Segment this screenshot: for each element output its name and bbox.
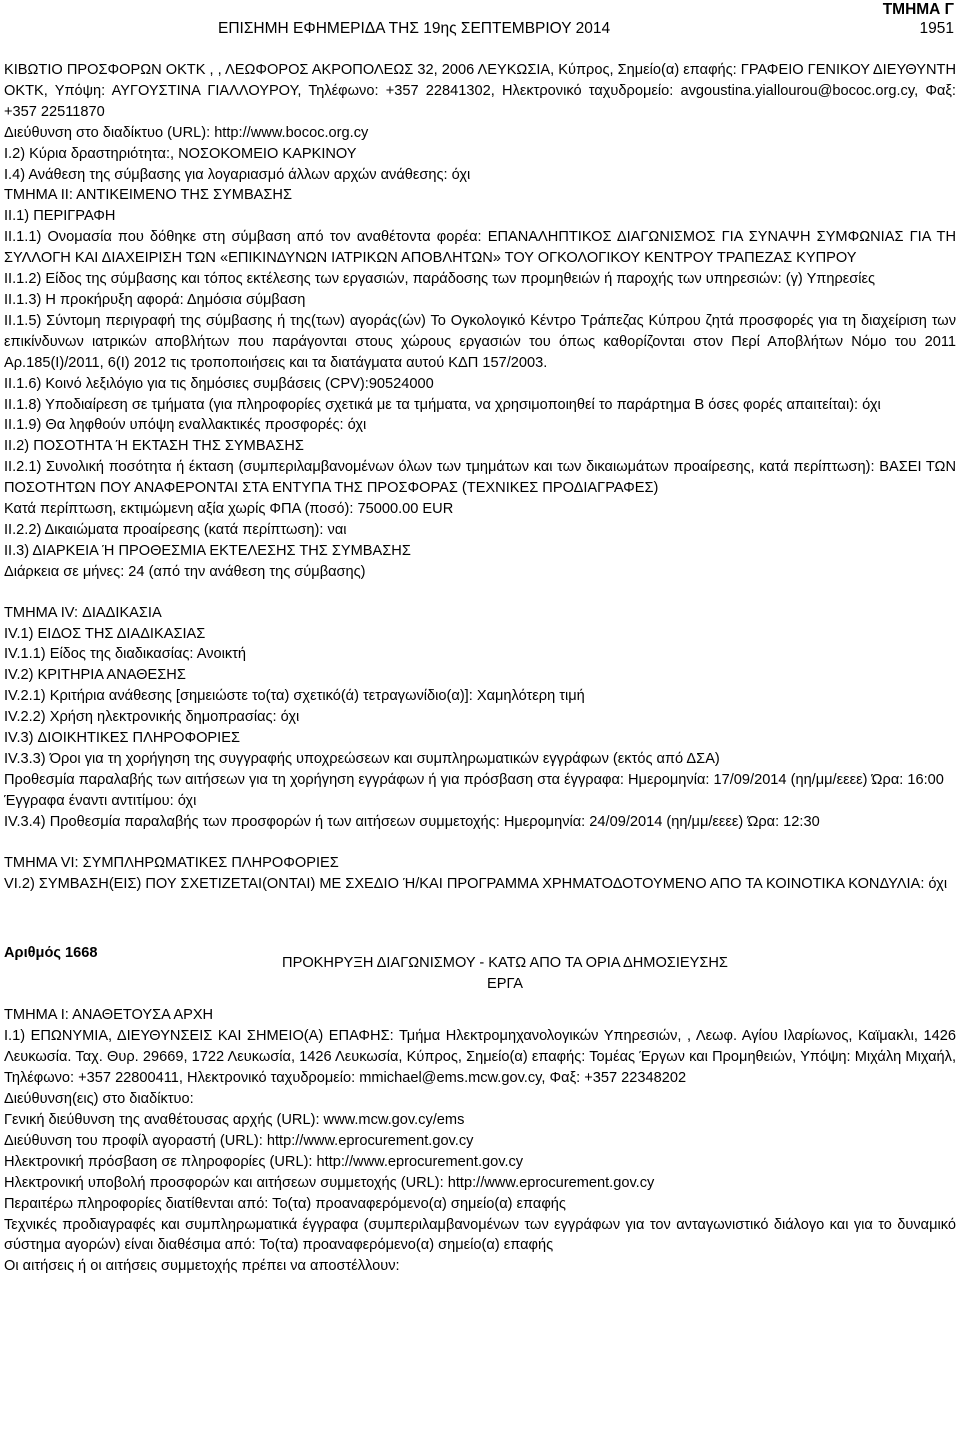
paragraph: Ηλεκτρονική πρόσβαση σε πληροφορίες (URL): http://www.eprocurement.gov.cy bbox=[4, 1153, 524, 1170]
paragraph: ΙΙ.1) ΠΕΡΙΓΡΑΦΗ bbox=[4, 208, 116, 225]
spacer bbox=[4, 894, 956, 937]
paragraph: Περαιτέρω πληροφορίες διατίθενται από: Το(τα) προαναφερόμενο(α) σημείο(α) επαφής bbox=[4, 1195, 566, 1212]
notice-title bbox=[4, 953, 956, 995]
notice-header bbox=[4, 943, 956, 993]
paragraph: Τεχνικές προδιαγραφές και συμπληρωματικά έγγραφα (συμπεριλαμβανομένων των εγγράφων για τον ανταγωνιστικό διάλογο και για το δυναμικό σύστημα αγορών) είναι διαθέσιμα από: Το(τα) προαναφερόμενο(α) σημείο(α) επαφής bbox=[4, 1216, 956, 1254]
paragraph: IV.3.4) Προθεσμία παραλαβής των προσφορών ή των αιτήσεων συμμετοχής: Ημερομηνία: 24/09/2014 (ηη/μμ/εεεε) Ώρα: 12:30 bbox=[4, 813, 820, 830]
document-body bbox=[4, 60, 956, 1277]
paragraph: Διεύθυνση στο διαδίκτυο (URL): http://www.bococ.org.cy bbox=[4, 124, 369, 141]
additional-info-section bbox=[4, 853, 956, 895]
paragraph: Οι αιτήσεις ή οι αιτήσεις συμμετοχής πρέπει να αποστέλλουν: bbox=[4, 1258, 400, 1275]
paragraph: Προθεσμία παραλαβής των αιτήσεων για τη χορήγηση εγγράφων ή για πρόσβαση στα έγγραφα: Ημερομηνία: 17/09/2014 (ηη/μμ/εεεε) Ώρα: 16:00 bbox=[4, 771, 944, 788]
paragraph: ΙΙ.2) ΠΟΣΟΤΗΤΑ Ή ΕΚΤΑΣΗ ΤΗΣ ΣΥΜΒΑΣΗΣ bbox=[4, 438, 304, 455]
paragraph: ΙΙ.2.2) Δικαιώματα προαίρεσης (κατά περίπτωση): ναι bbox=[4, 521, 347, 538]
paragraph: IV.2) ΚΡΙΤΗΡΙΑ ΑΝΑΘΕΣΗΣ bbox=[4, 667, 186, 684]
paragraph: Ι.4) Ανάθεση της σύμβασης για λογαριασμό άλλων αρχών ανάθεσης: όχι bbox=[4, 166, 471, 183]
paragraph: Ι.1) ΕΠΩΝΥΜΙΑ, ΔΙΕΥΘΥΝΣΕΙΣ ΚΑΙ ΣΗΜΕΙΟ(Α) ΕΠΑΦΗΣ: Τμήμα Ηλεκτρομηχανολογικών Υπηρεσιών, , Λεωφ. Αγίου Ιλαρίωνος, Καϊμακλι, 1426 Λευκωσία. Ταχ. Θυρ. 29669, 1722 Λευκωσία, 1426 Λευκωσία, Κύπρος, Σημείο(α) επαφής: Τομέας Έργων και Προμηθειών, Υπόψη: Μιχάλη Μιχαήλ, Τηλέφωνο: +357 22800411, Ηλεκτρονικό ταχυδρομείο: mmichael@ems.mcw.gov.cy, Φαξ: +357 22348202 bbox=[4, 1028, 956, 1087]
paragraph: ΙΙ.1.8) Υποδιαίρεση σε τμήματα (για πληροφορίες σχετικά με τα τμήματα, να χρησιμοποιηθεί το παράρτημα Β όσες φορές απαιτείται): όχι bbox=[4, 396, 881, 413]
paragraph: ΙΙ.3) ΔΙΑΡΚΕΙΑ Ή ΠΡΟΘΕΣΜΙΑ ΕΚΤΕΛΕΣΗΣ ΤΗΣ ΣΥΜΒΑΣΗΣ bbox=[4, 542, 411, 559]
section-heading: ΤΜΗΜΑ VI: ΣΥΜΠΛΗΡΩΜΑΤΙΚΕΣ ΠΛΗΡΟΦΟΡΙΕΣ bbox=[4, 854, 339, 871]
notice-title-line: ΕΡΓΑ bbox=[487, 976, 523, 993]
paragraph: IV.1) ΕΙΔΟΣ ΤΗΣ ΔΙΑΔΙΚΑΣΙΑΣ bbox=[4, 625, 206, 642]
paragraph: ΙΙ.2.1) Συνολική ποσότητα ή έκταση (συμπεριλαμβανομένων όλων των τμημάτων και των δικαιωμάτων προαίρεσης, κατά περίπτωση): ΒΑΣΕΙ ΤΩΝ ΠΟΣΟΤΗΤΩΝ ΠΟΥ ΑΝΑΦΕΡΟΝΤΑΙ ΣΤΑ ΕΝΤΥΠΑ ΤΗΣ ΠΡΟΣΦΟΡΑΣ (ΤΕΧΝΙΚΕΣ ΠΡΟΔΙΑΓΡΑΦΕΣ) bbox=[4, 459, 956, 497]
paragraph: IV.2.2) Χρήση ηλεκτρονικής δημοπρασίας: όχι bbox=[4, 709, 300, 726]
paragraph: IV.2.1) Κριτήρια ανάθεσης [σημειώστε το(τα) σχετικό(ά) τετραγωνίδιο(α)]: Χαμηλότερη τιμή bbox=[4, 688, 585, 705]
contracting-authority-section bbox=[4, 1005, 956, 1277]
paragraph: Διεύθυνση(εις) στο διαδίκτυο: bbox=[4, 1091, 194, 1108]
section-heading: ΤΜΗΜΑ ΙΙ: ΑΝΤΙΚΕΙΜΕΝΟ ΤΗΣ ΣΥΜΒΑΣΗΣ bbox=[4, 187, 292, 204]
paragraph: ΙΙ.1.2) Είδος της σύμβασης και τόπος εκτέλεσης των εργασιών, παράδοσης των προμηθειών ή παροχής των υπηρεσιών: (γ) Υπηρεσίες bbox=[4, 271, 876, 288]
procedure-section bbox=[4, 603, 956, 833]
paragraph: VI.2) ΣΥΜΒΑΣΗ(ΕΙΣ) ΠΟΥ ΣΧΕΤΙΖΕΤΑΙ(ΟΝΤΑΙ) ΜΕ ΣΧΕΔΙΟ Ή/ΚΑΙ ΠΡΟΓΡΑΜΜΑ ΧΡΗΜΑΤΟΔΟΤΟΥΜΕΝΟ ΑΠΟ ΤΑ ΚΟΙΝΟΤΙΚΑ ΚΟΝΔΥΛΙΑ: όχι bbox=[4, 875, 948, 892]
paragraph: ΙΙ.1.3) Η προκήρυξη αφορά: Δημόσια σύμβαση bbox=[4, 291, 306, 308]
notice-previous-part bbox=[4, 60, 956, 583]
paragraph: ΙΙ.1.1) Ονομασία που δόθηκε στη σύμβαση από τον αναθέτοντα φορέα: ΕΠΑΝΑΛΗΠΤΙΚΟΣ ΔΙΑΓΩΝΙΣΜΟΣ ΓΙΑ ΣΥΝΑΨΗ ΣΥΜΦΩΝΙΑΣ ΓΙΑ ΤΗ ΣΥΛΛΟΓΗ ΚΑΙ ΔΙΑΧΕΙΡΙΣΗ ΤΩΝ «ΕΠΙΚΙΝΔΥΝΩΝ ΙΑΤΡΙΚΩΝ ΑΠΟΒΛΗΤΩΝ» ΤΟΥ ΟΓΚΟΛΟΓΙΚΟΥ ΚΕΝΤΡΟΥ ΤΡΑΠΕΖΑΣ ΚΥΠΡΟΥ bbox=[4, 229, 956, 267]
gazette-title: ΕΠΙΣΗΜΗ ΕΦΗΜΕΡΙΔΑ ΤΗΣ 19ης ΣΕΠΤΕΜΒΡΙΟΥ 2014 bbox=[218, 20, 611, 37]
spacer bbox=[4, 833, 956, 853]
paragraph: Διεύθυνση του προφίλ αγοραστή (URL): http://www.eprocurement.gov.cy bbox=[4, 1132, 474, 1149]
paragraph: ΙΙ.1.9) Θα ληφθούν υπόψη εναλλακτικές προσφορές: όχι bbox=[4, 417, 367, 434]
paragraph: IV.3.3) Όροι για τη χορήγηση της συγγραφής υποχρεώσεων και συμπληρωματικών εγγράφων (εκτός από ΔΣΑ) bbox=[4, 751, 720, 767]
spacer bbox=[4, 583, 956, 603]
paragraph: Γενική διεύθυνση της αναθέτουσας αρχής (URL): www.mcw.gov.cy/ems bbox=[4, 1111, 465, 1128]
paragraph: Ηλεκτρονική υποβολή προσφορών και αιτήσεων συμμετοχής (URL): http://www.eprocurement.gov.cy bbox=[4, 1174, 655, 1191]
paragraph: ΙΙ.1.6) Κοινό λεξιλόγιο για τις δημόσιες συμβάσεις (CPV):90524000 bbox=[4, 375, 434, 392]
paragraph: Διάρκεια σε μήνες: 24 (από την ανάθεση της σύμβασης) bbox=[4, 563, 366, 580]
page-number: 1951 bbox=[919, 20, 954, 37]
paragraph: Ι.2) Κύρια δραστηριότητα:, ΝΟΣΟΚΟΜΕΙΟ ΚΑΡΚΙΝΟΥ bbox=[4, 145, 357, 162]
section-label: ΤΜΗΜΑ Γ bbox=[882, 1, 954, 18]
paragraph: ΙΙ.1.5) Σύντομη περιγραφή της σύμβασης ή της(των) αγοράς(ών) Το Ογκολογικό Κέντρο Τράπεζας Κύπρου ζητά προσφορές για τη διαχείριση των επικίνδυνων ιατρικών αποβλήτων που παράγονται στους χώρους εργασιών του όπως καθορίζονται στον Περί Αποβλήτων Νόμο του 2011 Αρ.185(Ι)/2011, 6(Ι) 2012 τις τροποποιήσεις και τα διατάγματα αυτού ΚΔΠ 157/2003. bbox=[4, 312, 956, 371]
notice-number: Αριθμός 1668 bbox=[4, 945, 98, 962]
notice-title-line: ΠΡΟΚΗΡΥΞΗ ΔΙΑΓΩΝΙΣΜΟΥ - ΚΑΤΩ ΑΠΟ ΤΑ ΟΡΙΑ ΔΗΜΟΣΙΕΥΣΗΣ bbox=[282, 955, 728, 972]
paragraph: Κατά περίπτωση, εκτιμώμενη αξία χωρίς ΦΠΑ (ποσό): 75000.00 EUR bbox=[4, 501, 454, 518]
paragraph: IV.1.1) Είδος της διαδικασίας: Ανοικτή bbox=[4, 646, 247, 663]
paragraph: Έγγραφα έναντι αντιτίμου: όχι bbox=[4, 792, 197, 809]
paragraph: ΚΙΒΩΤΙΟ ΠΡΟΣΦΟΡΩΝ ΟΚΤΚ , , ΛΕΩΦΟΡΟΣ ΑΚΡΟΠΟΛΕΩΣ 32, 2006 ΛΕΥΚΩΣΙΑ, Κύπρος, Σημείο(α) επαφής: ΓΡΑΦΕΙΟ ΓΕΝΙΚΟΥ ΔΙΕΥΘΥΝΤΗ ΟΚΤΚ, Υπόψη: ΑΥΓΟΥΣΤΙΝΑ ΓΙΑΛΛΟΥΡΟΥ, Τηλέφωνο: +357 22841302, Ηλεκτρονικό ταχυδρομείο: avgoustina.yiallourou@bococ.org.cy, Φαξ: +357 22511870 bbox=[4, 62, 956, 120]
paragraph: IV.3) ΔΙΟΙΚΗΤΙΚΕΣ ΠΛΗΡΟΦΟΡΙΕΣ bbox=[4, 730, 240, 747]
section-heading: ΤΜΗΜΑ Ι: ΑΝΑΘΕΤΟΥΣΑ ΑΡΧΗ bbox=[4, 1007, 214, 1024]
section-heading: ΤΜΗΜΑ IV: ΔΙΑΔΙΚΑΣΙΑ bbox=[4, 604, 162, 621]
